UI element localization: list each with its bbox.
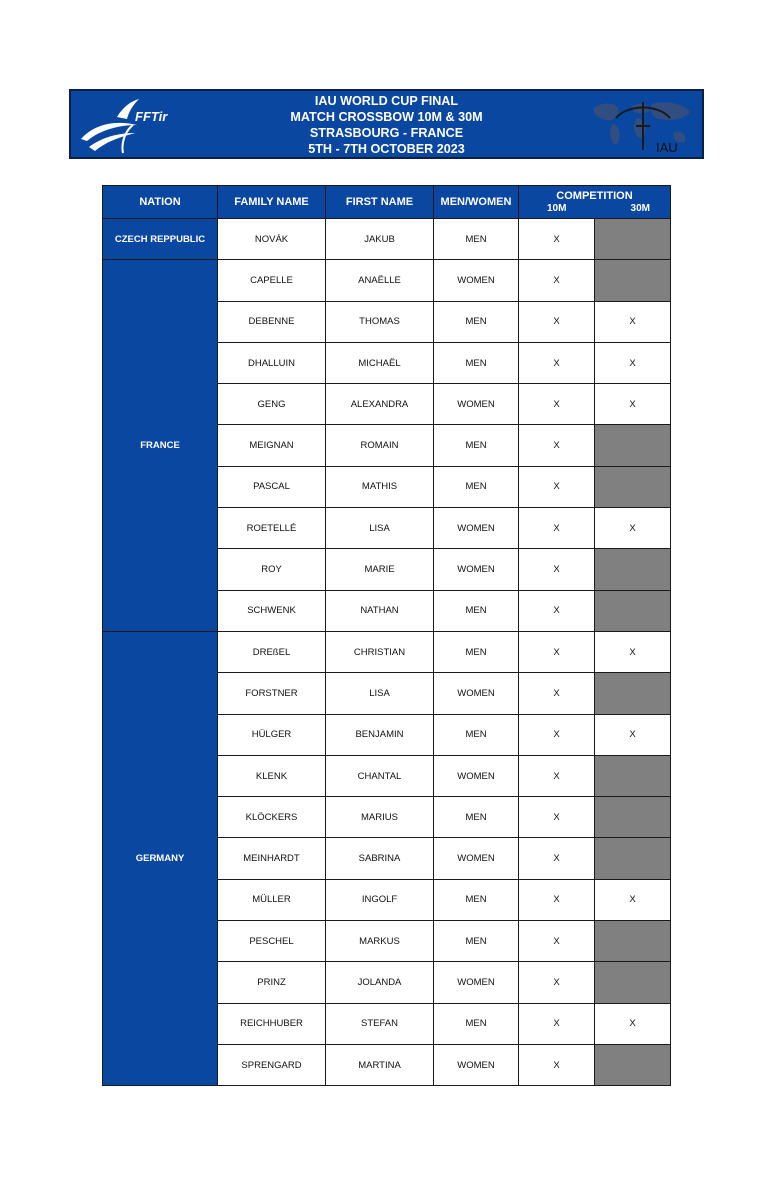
family-name-cell: ROETELLÉ	[218, 508, 326, 549]
first-name-cell: ALEXANDRA	[326, 384, 434, 425]
header-competition	[519, 186, 671, 219]
family-name-cell: CAPELLE	[218, 260, 326, 301]
header-banner	[69, 89, 704, 159]
competition-10m-cell: X	[519, 838, 595, 879]
competition-10m-cell: X	[519, 879, 595, 920]
gender-cell: MEN	[434, 631, 519, 672]
nation-cell: GERMANY	[103, 631, 218, 1085]
competition-30m-cell	[595, 797, 671, 838]
gender-cell: WOMEN	[434, 549, 519, 590]
competition-10m-cell: X	[519, 962, 595, 1003]
family-name-cell: REICHHUBER	[218, 1003, 326, 1044]
family-name-cell: SPRENGARD	[218, 1044, 326, 1085]
first-name-cell: INGOLF	[326, 879, 434, 920]
first-name-cell: MATHIS	[326, 466, 434, 507]
first-name-cell: LISA	[326, 508, 434, 549]
gender-cell: MEN	[434, 1003, 519, 1044]
competition-10m-cell: X	[519, 673, 595, 714]
competition-subheaders	[519, 203, 670, 214]
first-name-cell: BENJAMIN	[326, 714, 434, 755]
first-name-cell: CHANTAL	[326, 755, 434, 796]
header-family-name: FAMILY NAME	[218, 186, 326, 219]
first-name-cell: CHRISTIAN	[326, 631, 434, 672]
competition-30m-cell: X	[595, 714, 671, 755]
iau-logo	[588, 94, 698, 156]
competition-30m-cell	[595, 838, 671, 879]
competition-30m-cell	[595, 425, 671, 466]
family-name-cell: MEINHARDT	[218, 838, 326, 879]
competition-10m-cell: X	[519, 797, 595, 838]
table-row	[103, 219, 671, 260]
first-name-cell: JAKUB	[326, 219, 434, 260]
svg-text:FFTir: FFTir	[135, 109, 168, 124]
gender-cell: MEN	[434, 879, 519, 920]
header-row	[103, 186, 671, 219]
competition-30m-cell: X	[595, 384, 671, 425]
competition-30m-cell	[595, 1044, 671, 1085]
gender-cell: MEN	[434, 921, 519, 962]
title-line: 5TH - 7TH OCTOBER 2023	[308, 142, 465, 156]
family-name-cell: PRINZ	[218, 962, 326, 1003]
competition-10m-cell: X	[519, 631, 595, 672]
competition-30m-cell	[595, 673, 671, 714]
gender-cell: WOMEN	[434, 384, 519, 425]
competition-10m-cell: X	[519, 590, 595, 631]
competition-30m-cell	[595, 219, 671, 260]
competition-30m-cell	[595, 921, 671, 962]
gender-cell: WOMEN	[434, 1044, 519, 1085]
competition-10m-cell: X	[519, 714, 595, 755]
competition-30m-cell	[595, 260, 671, 301]
gender-cell: WOMEN	[434, 260, 519, 301]
gender-cell: MEN	[434, 342, 519, 383]
competition-10m-cell: X	[519, 921, 595, 962]
gender-cell: MEN	[434, 301, 519, 342]
title-line: MATCH CROSSBOW 10M & 30M	[290, 110, 483, 124]
gender-cell: MEN	[434, 714, 519, 755]
first-name-cell: SABRINA	[326, 838, 434, 879]
title-line: STRASBOURG - FRANCE	[309, 126, 464, 140]
competition-10m-cell: X	[519, 384, 595, 425]
family-name-cell: HÜLGER	[218, 714, 326, 755]
svg-text:IAU: IAU	[656, 140, 678, 155]
first-name-cell: STEFAN	[326, 1003, 434, 1044]
table-row	[103, 631, 671, 672]
competition-30m-cell	[595, 466, 671, 507]
header-gender: MEN/WOMEN	[434, 186, 519, 219]
competition-10m-cell: X	[519, 342, 595, 383]
gender-cell: WOMEN	[434, 838, 519, 879]
first-name-cell: MARIE	[326, 549, 434, 590]
family-name-cell: SCHWENK	[218, 590, 326, 631]
first-name-cell: JOLANDA	[326, 962, 434, 1003]
nation-cell: FRANCE	[103, 260, 218, 632]
first-name-cell: MARTINA	[326, 1044, 434, 1085]
family-name-cell: PASCAL	[218, 466, 326, 507]
header-30m: 30M	[630, 203, 650, 214]
gender-cell: MEN	[434, 590, 519, 631]
family-name-cell: GENG	[218, 384, 326, 425]
table-row	[103, 260, 671, 301]
competition-10m-cell: X	[519, 301, 595, 342]
competition-30m-cell: X	[595, 508, 671, 549]
family-name-cell: DHALLUIN	[218, 342, 326, 383]
gender-cell: MEN	[434, 219, 519, 260]
gender-cell: WOMEN	[434, 962, 519, 1003]
family-name-cell: DREßEL	[218, 631, 326, 672]
competition-30m-cell: X	[595, 1003, 671, 1044]
header-nation: NATION	[103, 186, 218, 219]
competition-30m-cell: X	[595, 301, 671, 342]
family-name-cell: PESCHEL	[218, 921, 326, 962]
first-name-cell: ANAËLLE	[326, 260, 434, 301]
family-name-cell: MEIGNAN	[218, 425, 326, 466]
table-body	[103, 219, 671, 1086]
competition-10m-cell: X	[519, 260, 595, 301]
header-10m: 10M	[547, 203, 567, 214]
competition-30m-cell	[595, 962, 671, 1003]
competition-10m-cell: X	[519, 508, 595, 549]
family-name-cell: ROY	[218, 549, 326, 590]
gender-cell: MEN	[434, 797, 519, 838]
competition-title: COMPETITION	[556, 190, 633, 202]
competition-30m-cell: X	[595, 879, 671, 920]
family-name-cell: MÜLLER	[218, 879, 326, 920]
competition-10m-cell: X	[519, 755, 595, 796]
competition-10m-cell: X	[519, 1003, 595, 1044]
competition-30m-cell	[595, 549, 671, 590]
competition-30m-cell	[595, 755, 671, 796]
first-name-cell: NATHAN	[326, 590, 434, 631]
family-name-cell: FORSTNER	[218, 673, 326, 714]
competition-10m-cell: X	[519, 549, 595, 590]
gender-cell: MEN	[434, 425, 519, 466]
first-name-cell: MARKUS	[326, 921, 434, 962]
competition-30m-cell: X	[595, 631, 671, 672]
first-name-cell: THOMAS	[326, 301, 434, 342]
gender-cell: WOMEN	[434, 755, 519, 796]
competition-10m-cell: X	[519, 466, 595, 507]
first-name-cell: LISA	[326, 673, 434, 714]
nation-cell: CZECH REPPUBLIC	[103, 219, 218, 260]
first-name-cell: MARIUS	[326, 797, 434, 838]
competition-30m-cell	[595, 590, 671, 631]
first-name-cell: ROMAIN	[326, 425, 434, 466]
gender-cell: MEN	[434, 466, 519, 507]
competition-10m-cell: X	[519, 219, 595, 260]
title-line: IAU WORLD CUP FINAL	[314, 94, 459, 108]
competition-10m-cell: X	[519, 425, 595, 466]
family-name-cell: KLÖCKERS	[218, 797, 326, 838]
competition-30m-cell: X	[595, 342, 671, 383]
header-first-name: FIRST NAME	[326, 186, 434, 219]
competition-10m-cell: X	[519, 1044, 595, 1085]
family-name-cell: DEBENNE	[218, 301, 326, 342]
family-name-cell: NOVÁK	[218, 219, 326, 260]
gender-cell: WOMEN	[434, 673, 519, 714]
first-name-cell: MICHAËL	[326, 342, 434, 383]
competitor-table	[102, 185, 671, 1086]
family-name-cell: KLENK	[218, 755, 326, 796]
gender-cell: WOMEN	[434, 508, 519, 549]
